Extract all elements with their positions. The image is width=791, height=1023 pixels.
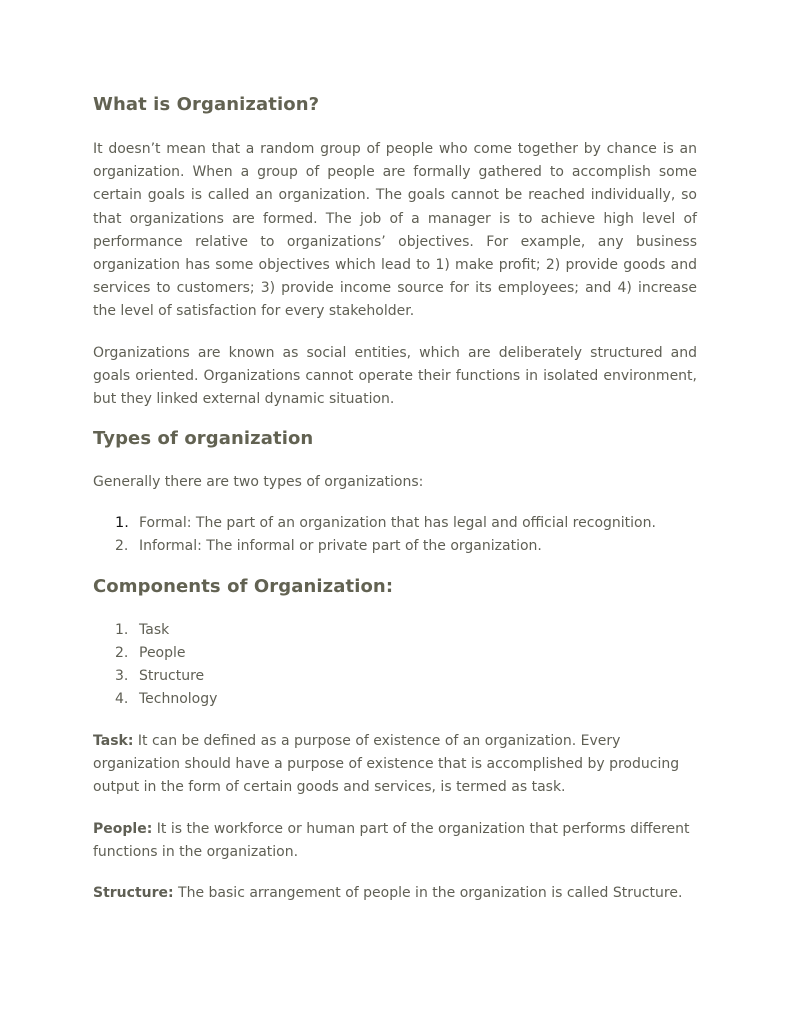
people-label: People: [93, 821, 153, 837]
list-item [93, 665, 697, 688]
list-item [93, 535, 697, 558]
list-item [93, 688, 697, 711]
list-number: 1. [115, 515, 129, 531]
list-number: 3. [115, 668, 129, 684]
list-number: 2. [115, 538, 129, 554]
list-item [93, 512, 697, 535]
list-item [93, 642, 697, 665]
intro-paragraph: It doesn’t mean that a random group of people who come together by chance is an organization. When a group of people are formally gathered to accomplish some certain goals is called an organization. The goals cannot be reached individually, so that organizations are formed. The job of a manager is to achieve high level of performance relative to organizations’ objectives. For example, any business organization has some objectives which lead to 1) make profit; 2) provide goods and services to customers; 3) provide income source for its employees; and 4) increase the level of satisfaction for every stakeholder. [93, 141, 697, 320]
people-paragraph [93, 818, 697, 864]
list-item-text: People [139, 645, 186, 661]
heading-types-of-organization: Types of organization [93, 428, 314, 449]
heading-what-is-organization: What is Organization? [93, 94, 320, 115]
people-text: It is the workforce or human part of the organization that performs different functions in the organization. [93, 821, 690, 861]
list-number: 1. [115, 622, 129, 638]
list-number: 4. [115, 691, 129, 707]
list-item-text: Technology [139, 691, 218, 707]
structure-text: The basic arrangement of people in the organization is called Structure. [173, 885, 683, 901]
social-entities-paragraph: Organizations are known as social entities, which are deliberately structured and goals oriented. Organizations cannot operate their functions in isolated environment, but they linked external dynamic situation. [93, 345, 697, 408]
list-item [93, 619, 697, 642]
list-item-text: Task [139, 622, 170, 638]
task-text: It can be defined as a purpose of existence of an organization. Every organization should have a purpose of existence that is accomplished by producing output in the form of certain goods and services, is termed as task. [93, 733, 680, 796]
task-label: Task: [93, 733, 134, 749]
structure-paragraph [93, 882, 697, 905]
types-intro-paragraph: Generally there are two types of organizations: [93, 474, 424, 490]
list-item-text: Formal: The part of an organization that has legal and official recognition. [139, 515, 656, 531]
structure-label: Structure: [93, 885, 174, 901]
heading-components-of-organization: Components of Organization: [93, 576, 394, 597]
list-item-text: Structure [139, 668, 205, 684]
components-list [93, 619, 697, 711]
list-item-text: Informal: The informal or private part of the organization. [139, 538, 542, 554]
types-list [93, 512, 697, 558]
task-paragraph [93, 730, 697, 800]
list-number: 2. [115, 645, 129, 661]
